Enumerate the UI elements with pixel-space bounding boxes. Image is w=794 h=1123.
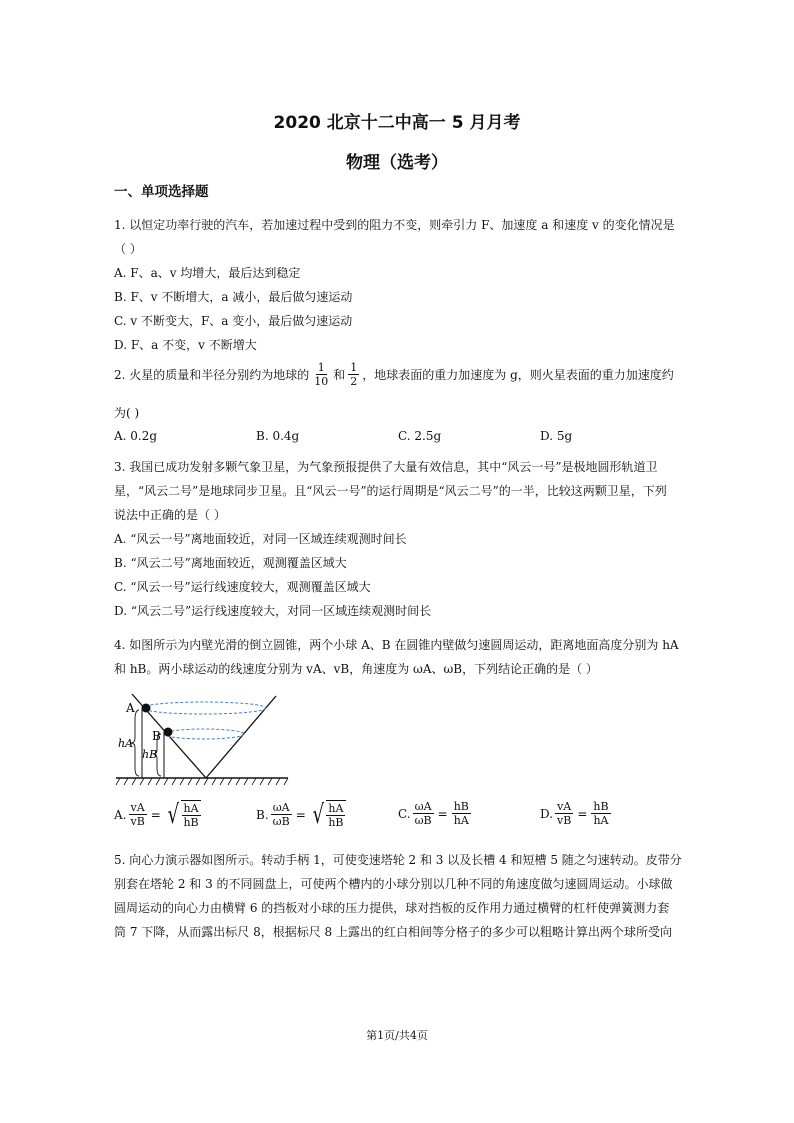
q1-stem-line1: 1. 以恒定功率行驶的汽车，若加速过程中受到的阻力不变，则牵引力 F、加速度 a 和速度 v 的变化情况是: [114, 218, 675, 232]
q3-stem-line3: 说法中正确的是（ ）: [114, 508, 226, 522]
q2-option-c: C. 2.5g: [398, 429, 442, 443]
q2-fraction-radius: [348, 361, 359, 388]
q4-d-lhs: $\frac{vA}{vB}$: [557, 800, 572, 827]
q4-b-lhs: $\frac{\omega A}{\omega B}$: [272, 801, 290, 828]
q1-option-b: B. F、v 不断增大，a 减小，最后做匀速运动: [114, 290, 353, 304]
ball-b: [164, 728, 173, 737]
page-title: 2020 北京十二中高一 5 月月考: [273, 113, 521, 133]
q2-fraction-mass: [312, 361, 330, 388]
q2-frac1-num: 1: [317, 361, 325, 374]
q2-option-d: D. 5g: [540, 429, 573, 443]
q4-c-lhs: $\frac{\omega A}{\omega B}$: [414, 800, 432, 827]
orbit-a: [142, 702, 266, 714]
q4-option-c: C. $\frac{\omega A}{\omega B}$ = $\frac{hB}{hA}$: [398, 800, 469, 827]
page-number: 第1页/共4页: [366, 1029, 428, 1042]
q4-option-d-label: D.: [540, 806, 554, 821]
orbit-b: [164, 729, 244, 739]
q2-option-a: A. 0.2g: [114, 429, 158, 443]
q2-stem-and: 和: [333, 367, 346, 382]
q4-d-rhs: $\frac{hB}{hA}$: [593, 800, 609, 827]
q4-option-b: B. $\frac{\omega A}{\omega B}$ = √ $\frac{hA}{hB}$: [256, 799, 344, 830]
q4-option-d: D. $\frac{vA}{vB}$ = $\frac{hB}{hA}$: [540, 800, 609, 827]
q4-cone-figure: [112, 690, 292, 790]
label-b: B: [152, 729, 161, 743]
ball-a: [142, 704, 151, 713]
q5-line4: 筒 7 下降，从而露出标尺 8，根据标尺 8 上露出的红白相间等分格子的多少可以粗略计算出两个球所受向: [114, 925, 672, 939]
q5-line3: 圆周运动的向心力由横臂 6 的挡板对小球的压力提供，球对挡板的反作用力通过横臂的杠杆使弹簧测力套: [114, 901, 670, 915]
q4-option-c-label: C.: [398, 806, 411, 821]
page-subtitle: 物理（选考）: [346, 153, 448, 173]
q4-c-rhs: $\frac{hB}{hA}$: [453, 800, 469, 827]
q2-frac2-num: 1: [350, 361, 358, 374]
q2-option-b: B. 0.4g: [256, 429, 300, 443]
q2-stem-line2: 为( ): [114, 406, 140, 420]
q2-stem-post: ，地球表面的重力加速度为 g，则火星表面的重力加速度约: [362, 367, 674, 382]
label-a: A: [126, 701, 135, 715]
q5-line1: 5. 向心力演示器如图所示。转动手柄 1，可使变速塔轮 2 和 3 以及长槽 4 和短槽 5 随之匀速转动。皮带分: [114, 853, 682, 867]
q4-option-b-label: B.: [256, 807, 269, 822]
q3-stem-line2: 星，“风云二号”是地球同步卫星。且“风云一号”的运行周期是“风云二号”的一半，比较这两颗卫星，下列: [114, 484, 667, 498]
q3-stem-line1: 3. 我国已成功发射多颗气象卫星，为气象预报提供了大量有效信息，其中“风云一号”是极地圆形轨道卫: [114, 460, 658, 474]
label-ha: hA: [118, 737, 134, 750]
q1-stem-line2: （ ）: [114, 242, 142, 256]
q2-frac2-den: 2: [350, 375, 358, 388]
q4-a-rhs-sqrt: √ $\frac{hA}{hB}$: [167, 799, 199, 830]
q4-stem-line1: 4. 如图所示为内壁光滑的倒立圆锥，两个小球 A、B 在圆锥内壁做匀速圆周运动，距离地面高度分别为 hA: [114, 638, 679, 652]
q3-option-b: B. “风云二号”离地面较近，观测覆盖区域大: [114, 556, 347, 570]
q3-option-d: D. “风云二号”运行线速度较大，对同一区域连续观测时间长: [114, 604, 432, 618]
q4-stem-line2: 和 hB。两小球运动的线速度分别为 vA、vB，角速度为 ωA、ωB，下列结论正确的是（ ）: [114, 662, 598, 676]
q4-b-rhs-sqrt: √ $\frac{hA}{hB}$: [312, 799, 344, 830]
section-heading: 一、单项选择题: [114, 184, 209, 200]
q4-option-a: A. $\frac{vA}{vB}$ = √ $\frac{hA}{hB}$: [114, 799, 199, 830]
q5-line2: 别套在塔轮 2 和 3 的不同圆盘上，可使两个槽内的小球分别以几种不同的角速度做匀速圆周运动。小球做: [114, 877, 673, 891]
label-hb: hB: [142, 748, 158, 761]
q1-option-a: A. F、a、v 均增大，最后达到稳定: [114, 266, 301, 280]
q2-frac1-den: 10: [314, 375, 329, 388]
q1-option-c: C. v 不断变大，F、a 变小，最后做匀速运动: [114, 314, 353, 328]
q4-a-lhs: $\frac{vA}{vB}$: [130, 801, 145, 828]
q3-option-c: C. “风云一号”运行线速度较大，观测覆盖区域大: [114, 580, 371, 594]
q3-option-a: A. “风云一号”离地面较近，对同一区域连续观测时间长: [114, 532, 407, 546]
ground-hatch: [116, 778, 288, 785]
q2-stem-line1: [114, 361, 674, 388]
q1-option-d: D. F、a 不变，v 不断增大: [114, 338, 257, 352]
q2-stem-pre: 2. 火星的质量和半径分别约为地球的: [114, 367, 310, 382]
q4-option-a-label: A.: [114, 807, 127, 822]
